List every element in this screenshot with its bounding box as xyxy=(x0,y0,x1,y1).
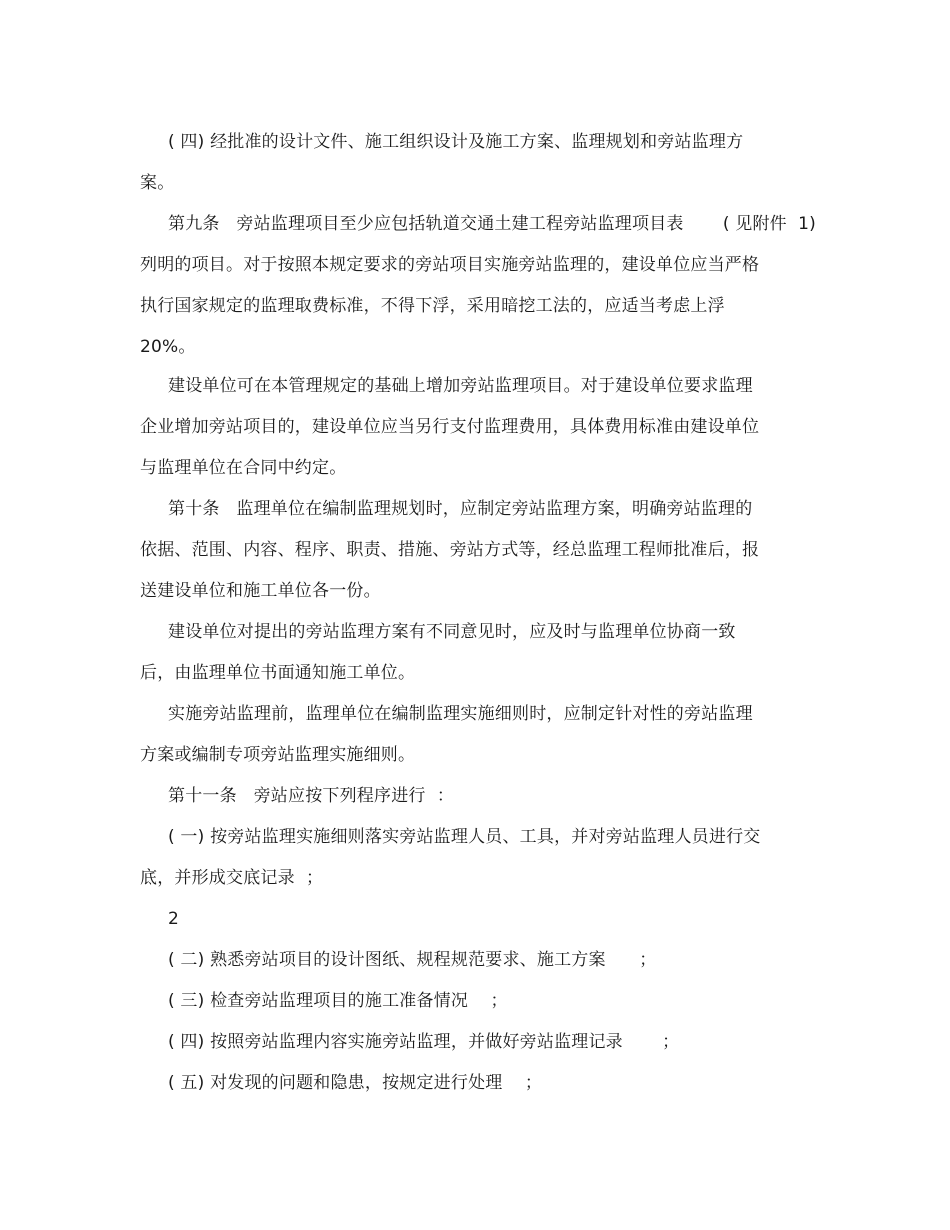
text-line: 方案或编制专项旁站监理实施细则。 xyxy=(140,745,416,765)
text-line: 送建设单位和施工单位各一份。 xyxy=(140,581,381,601)
text-line: 20%。 xyxy=(140,337,196,357)
text-line: 与监理单位在合同中约定。 xyxy=(140,458,347,478)
text-line: 第十条 监理单位在编制监理规划时，应制定旁站监理方案，明确旁站监理的 xyxy=(168,499,753,519)
text-line: ( 四) 按照旁站监理内容实施旁站监理，并做好旁站监理记录 ； xyxy=(168,1032,680,1052)
text-line: ( 四) 经批准的设计文件、施工组织设计及施工方案、监理规划和旁站监理方 xyxy=(168,132,744,152)
text-line: 建设单位可在本管理规定的基础上增加旁站监理项目。对于建设单位要求监理 xyxy=(168,376,753,396)
text-line: 执行国家规定的监理取费标准，不得下浮，采用暗挖工法的，应适当考虑上浮 xyxy=(140,296,725,316)
text-line: ( 一) 按旁站监理实施细则落实旁站监理人员、工具，并对旁站监理人员进行交 xyxy=(168,827,761,847)
text-line: 后，由监理单位书面通知施工单位。 xyxy=(140,663,416,683)
text-line: ( 二) 熟悉旁站项目的设计图纸、规程规范要求、施工方案 ； xyxy=(168,950,657,970)
text-line: 建设单位对提出的旁站监理方案有不同意见时，应及时与监理单位协商一致 xyxy=(168,622,736,642)
text-line: 企业增加旁站项目的，建设单位应当另行支付监理费用，具体费用标准由建设单位 xyxy=(140,417,760,437)
text-line: 实施旁站监理前，监理单位在编制监理实施细则时，应制定针对性的旁站监理 xyxy=(168,704,753,724)
text-line: 列明的项目。对于按照本规定要求的旁站项目实施旁站监理的，建设单位应当严格 xyxy=(140,255,760,275)
text-line: 第九条 旁站监理项目至少应包括轨道交通土建工程旁站监理项目表 ( 见附件 1) xyxy=(168,214,816,234)
text-line: ( 三) 检查旁站监理项目的施工准备情况 ； xyxy=(168,991,508,1011)
text-line: 第十一条 旁站应按下列程序进行 ： xyxy=(168,786,455,806)
text-line: 底，并形成交底记录 ； xyxy=(140,868,324,888)
text-line: 依据、范围、内容、程序、职责、措施、旁站方式等，经总监理工程师批准后，报 xyxy=(140,540,760,560)
text-line: 案。 xyxy=(140,173,175,193)
page-number: 2 xyxy=(168,909,180,929)
text-line: ( 五) 对发现的问题和隐患，按规定进行处理 ； xyxy=(168,1073,543,1093)
